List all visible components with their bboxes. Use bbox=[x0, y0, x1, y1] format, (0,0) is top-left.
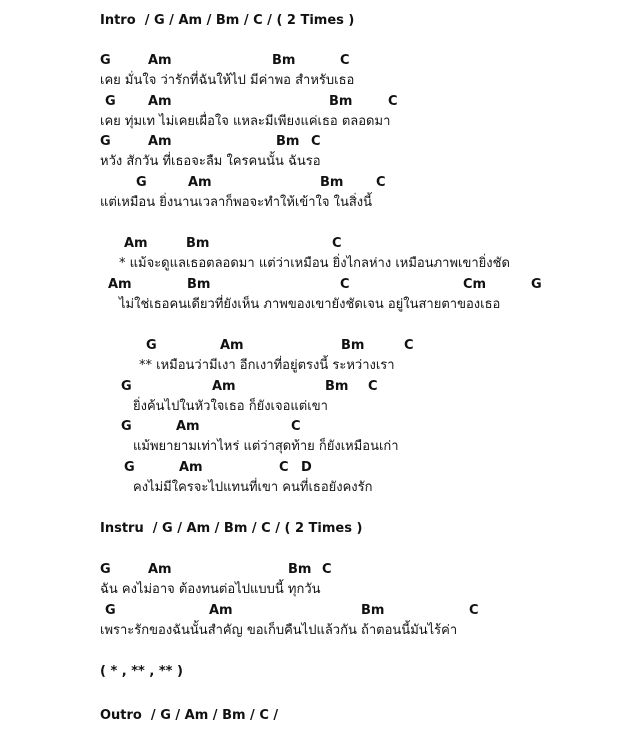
chord: Bm bbox=[361, 603, 385, 618]
chord: C bbox=[368, 379, 378, 394]
chord: C bbox=[388, 94, 398, 109]
chord: G bbox=[100, 53, 111, 68]
outro-line: Outro / G / Am / Bm / C / bbox=[100, 708, 279, 723]
chord: C bbox=[340, 53, 350, 68]
lyric-text: ** เหมือนว่ามีเงา อีกเงาที่อยู่ตรงนี้ ระหว่างเรา bbox=[139, 358, 395, 373]
chord: C bbox=[469, 603, 479, 618]
chord: Bm bbox=[288, 562, 312, 577]
chord: Bm bbox=[187, 277, 211, 292]
chord: Am bbox=[188, 175, 212, 190]
chord: G bbox=[105, 603, 116, 618]
chord: C bbox=[291, 419, 301, 434]
chord: Am bbox=[148, 94, 172, 109]
chord: Am bbox=[124, 236, 148, 251]
chord: G bbox=[121, 379, 132, 394]
chord: Bm bbox=[329, 94, 353, 109]
chord: C bbox=[404, 338, 414, 353]
chord: Bm bbox=[186, 236, 210, 251]
intro-line: Intro / G / Am / Bm / C / ( 2 Times ) bbox=[100, 13, 355, 28]
chord: G bbox=[105, 94, 116, 109]
chord: G bbox=[100, 562, 111, 577]
lyric-text: หวัง สักวัน ที่เธอจะลืม ใครคนนั้น ฉันรอ bbox=[100, 154, 321, 169]
lyric-text: * แม้จะดูแลเธอตลอดมา แต่ว่าเหมือน ยิ่งไกลห่าง เหมือนภาพเขายิ่งชัด bbox=[119, 256, 510, 271]
lyric-text: ยิ่งค้นไปในหัวใจเธอ ก็ยังเจอแต่เขา bbox=[133, 399, 328, 414]
chord: Bm bbox=[341, 338, 365, 353]
chord: Bm bbox=[272, 53, 296, 68]
chord: G bbox=[136, 175, 147, 190]
chord: G bbox=[121, 419, 132, 434]
chord: Am bbox=[148, 562, 172, 577]
chord: Bm bbox=[320, 175, 344, 190]
chord: C bbox=[311, 134, 321, 149]
chord: Am bbox=[148, 53, 172, 68]
chord: Am bbox=[212, 379, 236, 394]
chord: Am bbox=[148, 134, 172, 149]
chord: C bbox=[332, 236, 342, 251]
chord: Am bbox=[220, 338, 244, 353]
lyric-text: เคย ทุ่มเท ไม่เคยเผื่อใจ แหละมีเพียงแค่เธอ ตลอดมา bbox=[100, 114, 391, 129]
repeat-marker: ( * , ** , ** ) bbox=[100, 664, 183, 679]
instru-line: Instru / G / Am / Bm / C / ( 2 Times ) bbox=[100, 521, 363, 536]
lyric-text: เคย มั่นใจ ว่ารักที่ฉันให้ไป มีค่าพอ สำหรับเธอ bbox=[100, 73, 355, 88]
chord: C bbox=[322, 562, 332, 577]
chord: Am bbox=[108, 277, 132, 292]
chord: G bbox=[124, 460, 135, 475]
lyric-text: เพราะรักของฉันนั้นสำคัญ ขอเก็บคืนไปแล้วกัน ถ้าตอนนี้มันไร้ค่า bbox=[100, 623, 458, 638]
chord: Am bbox=[176, 419, 200, 434]
chord: G bbox=[531, 277, 542, 292]
chord: C bbox=[376, 175, 386, 190]
lyric-text: ฉัน คงไม่อาจ ต้องทนต่อไปแบบนี้ ทุกวัน bbox=[100, 582, 321, 597]
chord: Bm bbox=[276, 134, 300, 149]
chord: Am bbox=[179, 460, 203, 475]
lyric-text: แม้พยายามเท่าไหร่ แต่ว่าสุดท้าย ก็ยังเหมือนเก่า bbox=[133, 439, 399, 454]
chord: C bbox=[279, 460, 289, 475]
lyric-text: คงไม่มีใครจะไปแทนที่เขา คนที่เธอยังคงรัก bbox=[133, 480, 373, 495]
lyric-text: แต่เหมือน ยิ่งนานเวลาก็พอจะทำให้เข้าใจ ในสิ่งนี้ bbox=[100, 195, 373, 210]
chord: Bm bbox=[325, 379, 349, 394]
chord: G bbox=[100, 134, 111, 149]
chord: D bbox=[301, 460, 312, 475]
chord: G bbox=[146, 338, 157, 353]
lyric-text: ไม่ใช่เธอคนเดียวที่ยังเห็น ภาพของเขายังชัดเจน อยู่ในสายตาของเธอ bbox=[119, 297, 501, 312]
chord: Cm bbox=[463, 277, 487, 292]
chord: C bbox=[340, 277, 350, 292]
chord: Am bbox=[209, 603, 233, 618]
